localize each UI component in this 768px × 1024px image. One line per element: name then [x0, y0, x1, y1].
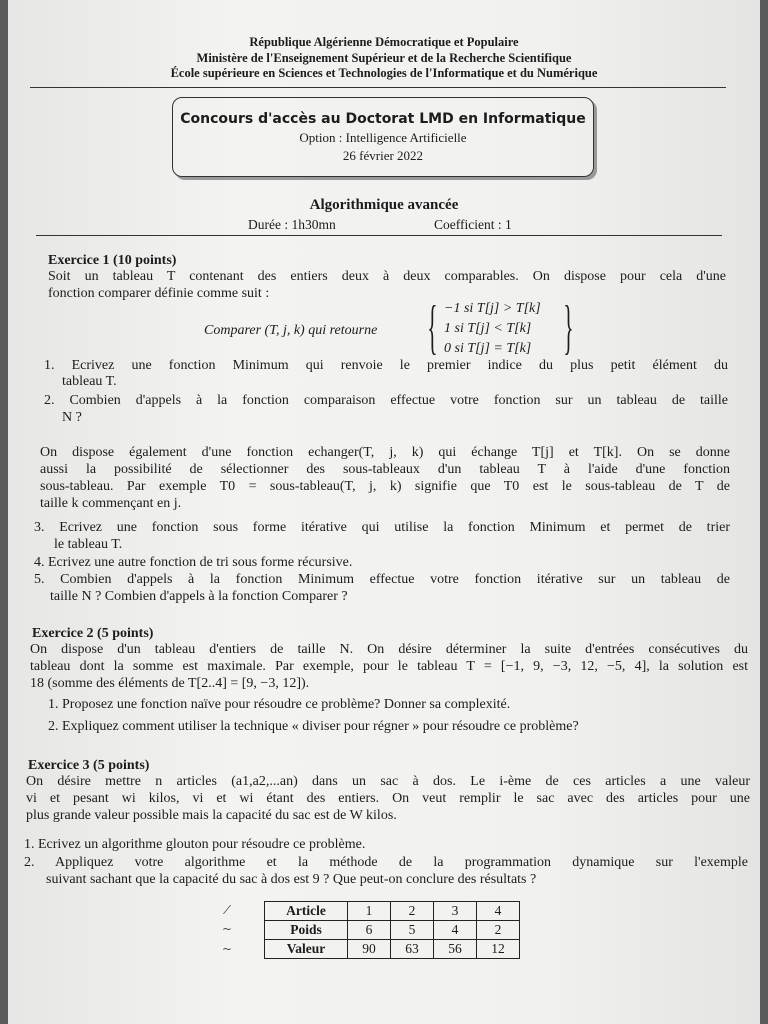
ex1-q1-line1: 1. Ecrivez une fonction Minimum qui renvoie le premier indice du plus petit élément du — [44, 358, 728, 373]
ex1-q5-line1: 5. Combien d'appels à la fonction Minimum effectue votre fonction itérative sur un tableau de — [34, 572, 730, 587]
ex2-line2: tableau dont la somme est maximale. Par exemple, pour le tableau T = [−1, 9, −3, 12, −5, 4], la solution est — [30, 659, 748, 674]
table-row-label: Valeur — [265, 940, 348, 959]
table-cell: 63 — [391, 940, 434, 959]
ex1-title: Exercice 1 (10 points) — [48, 253, 177, 268]
table-cell: 5 — [391, 921, 434, 940]
formula-case3: 0 si T[j] = T[k] — [444, 341, 532, 356]
table-cell: 56 — [434, 940, 477, 959]
ex1-q2-line1: 2. Combien d'appels à la fonction comparaison effectue votre fonction sur un tableau de taille — [44, 393, 728, 408]
header-ministry: Ministère de l'Enseignement Supérieur et de la Recherche Scientifique — [196, 51, 572, 65]
ex2-line3: 18 (somme des éléments de T[2..4] = [9, −3, 12]). — [30, 676, 310, 691]
exam-duration: Durée : 1h30mn — [248, 217, 336, 232]
ex1-para2-line2: aussi la possibilité de sélectionner des sous-tableaux d'un tableau T à l'aide d'une fonction — [40, 462, 730, 477]
handwritten-mark-article: ⁄ — [226, 903, 229, 917]
table-cell: 4 — [434, 921, 477, 940]
handwritten-mark-value: ~ — [222, 942, 233, 956]
header-rule — [30, 87, 726, 88]
box-title: Concours d'accès au Doctorat LMD en Informatique — [180, 111, 586, 127]
ex3-q1: 1. Ecrivez un algorithme glouton pour résoudre ce problème. — [24, 837, 366, 852]
ex1-para2-line3: sous-tableau. Par exemple T0 = sous-tableau(T, j, k) signifie que T0 est le sous-tableau de T de — [40, 479, 730, 494]
ex1-q5-line2: taille N ? Combien d'appels à la fonction Comparer ? — [50, 589, 348, 604]
exam-subject: Algorithmique avancée — [309, 197, 459, 213]
table-cell: 6 — [348, 921, 391, 940]
ex3-q2-line2: suivant sachant que la capacité du sac à dos est 9 ? Que peut-on conclure des résultats ? — [46, 872, 537, 887]
table-cell: 90 — [348, 940, 391, 959]
ex1-q2-line2: N ? — [62, 410, 82, 425]
table-row-label: Poids — [265, 921, 348, 940]
exam-coefficient: Coefficient : 1 — [434, 217, 512, 232]
ex1-intro-line2: fonction comparer définie comme suit : — [48, 286, 270, 301]
formula-case1: −1 si T[j] > T[k] — [444, 301, 541, 316]
ex3-line1: On désire mettre n articles (a1,a2,...an) dans un sac à dos. Le i-ème de ces articles a une valeur — [26, 774, 750, 789]
formula-left-brace: { — [427, 294, 438, 360]
table-row — [265, 902, 520, 921]
subject-rule — [36, 235, 722, 236]
table-cell: 3 — [434, 902, 477, 921]
ex2-line1: On dispose d'un tableau d'entiers de taille N. On désire déterminer la suite d'entrées consécutives du — [30, 642, 748, 657]
ex1-q4: 4. Ecrivez une autre fonction de tri sous forme récursive. — [34, 555, 353, 570]
table-cell: 2 — [477, 921, 520, 940]
formula-lhs: Comparer (T, j, k) qui retourne — [204, 323, 378, 338]
title-box — [172, 97, 594, 177]
ex3-title: Exercice 3 (5 points) — [28, 758, 150, 773]
knapsack-table — [264, 901, 520, 959]
header-republic: République Algérienne Démocratique et Populaire — [249, 35, 519, 49]
table-cell: 2 — [391, 902, 434, 921]
table-cell: 12 — [477, 940, 520, 959]
table-row — [265, 921, 520, 940]
formula-case2: 1 si T[j] < T[k] — [444, 321, 532, 336]
table-cell: 1 — [348, 902, 391, 921]
exam-sheet — [8, 0, 760, 1024]
formula-right-brace: } — [563, 294, 574, 360]
ex1-q3-line2: le tableau T. — [54, 537, 123, 552]
box-option: Option : Intelligence Artificielle — [299, 130, 467, 145]
ex1-intro-line1: Soit un tableau T contenant des entiers deux à deux comparables. On dispose pour cela d'une — [48, 269, 726, 284]
box-date: 26 février 2022 — [342, 148, 424, 163]
ex3-line3: plus grande valeur possible mais la capacité du sac est de W kilos. — [26, 808, 397, 823]
ex3-line2: vi et pesant wi kilos, vi et wi étant des entiers. On veut remplir le sac avec des articles pour une — [26, 791, 750, 806]
table-row-label: Article — [265, 902, 348, 921]
ex1-q1-line2: tableau T. — [62, 374, 117, 389]
table-cell: 4 — [477, 902, 520, 921]
handwritten-mark-weight: ~ — [222, 922, 233, 936]
ex3-q2-line1: 2. Appliquez votre algorithme et la méthode de la programmation dynamique sur l'exemple — [24, 855, 748, 870]
ex1-q3-line1: 3. Ecrivez une fonction sous forme itérative qui utilise la fonction Minimum et permet de trier — [34, 520, 730, 535]
ex1-para2-line4: taille k commençant en j. — [40, 496, 182, 511]
ex2-q2: 2. Expliquez comment utiliser la technique « diviser pour régner » pour résoudre ce problème? — [48, 719, 579, 734]
ex2-title: Exercice 2 (5 points) — [32, 626, 154, 641]
table-row — [265, 940, 520, 959]
ex2-q1: 1. Proposez une fonction naïve pour résoudre ce problème? Donner sa complexité. — [48, 697, 511, 712]
header-school: École supérieure en Sciences et Technologies de l'Informatique et du Numérique — [170, 66, 598, 80]
ex1-para2-line1: On dispose également d'une fonction echanger(T, j, k) qui échange T[j] et T[k]. On se donne — [40, 445, 730, 460]
